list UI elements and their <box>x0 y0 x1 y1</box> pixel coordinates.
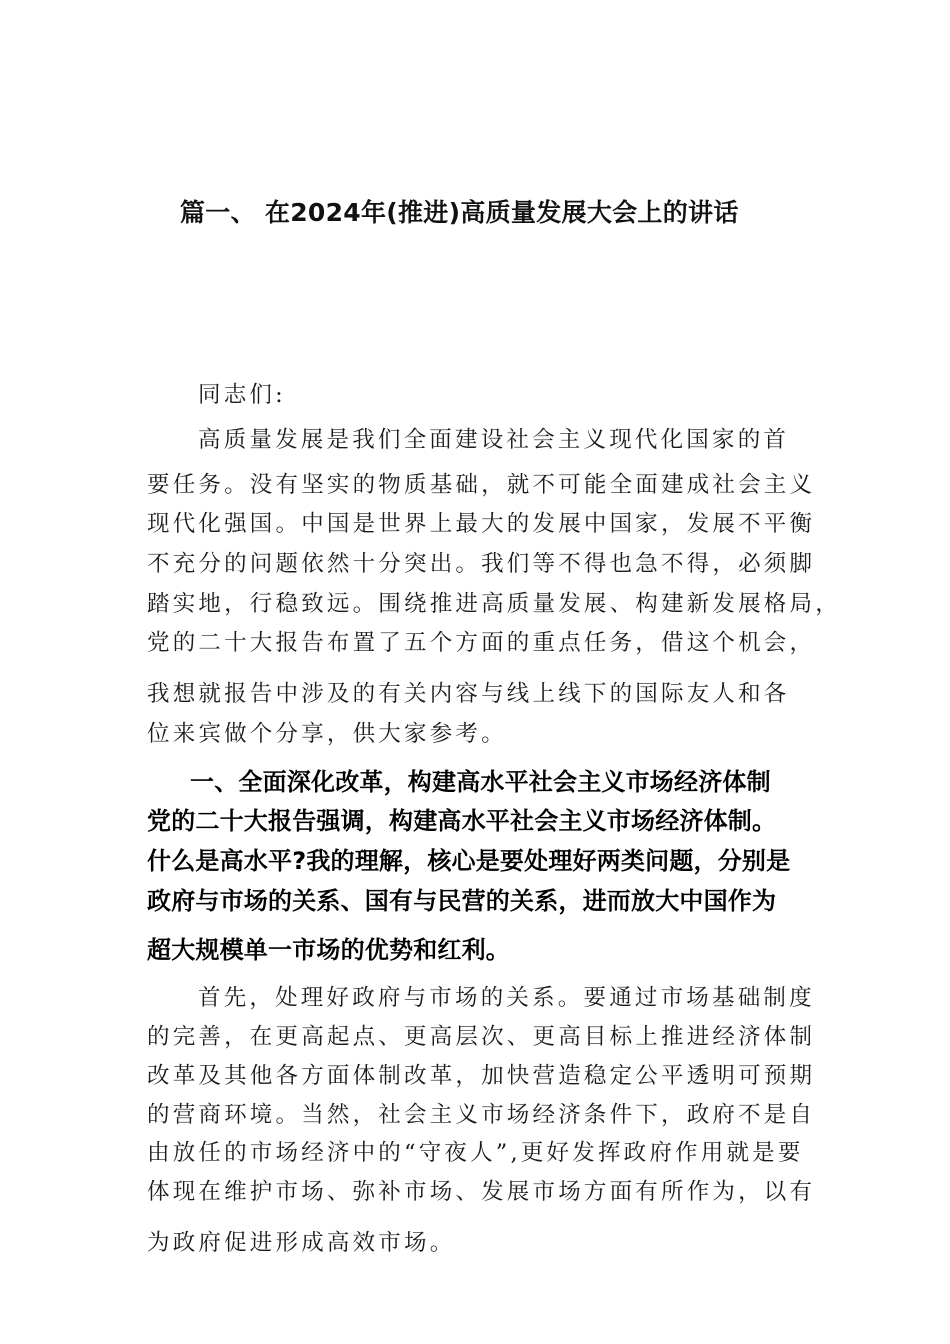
paragraph-line: 的营商环境。当然，社会主义市场经济条件下，政府不是自 <box>147 1102 816 1128</box>
section-line: 党的二十大报告强调，构建高水平社会主义市场经济体制。 <box>147 807 777 835</box>
section-line: 什么是高水平?我的理解，核心是要处理好两类问题，分别是 <box>147 847 791 875</box>
paragraph-line: 改革及其他各方面体制改革，加快营造稳定公平透明可预期 <box>147 1063 816 1089</box>
paragraph-line: 党的二十大报告布置了五个方面的重点任务，借这个机会， <box>147 630 816 656</box>
section-line: 超大规模单一市场的优势和红利。 <box>147 936 510 964</box>
paragraph-line: 位来宾做个分享，供大家参考。 <box>147 721 507 747</box>
paragraph-line: 现代化强国。中国是世界上最大的发展中国家，发展不平衡 <box>147 511 816 537</box>
section-line: 政府与市场的关系、国有与民营的关系，进而放大中国作为 <box>147 887 777 915</box>
paragraph-line: 要任务。没有坚实的物质基础，就不可能全面建成社会主义 <box>147 472 816 498</box>
salutation: 同志们: <box>198 382 286 408</box>
paragraph-line: 不充分的问题依然十分突出。我们等不得也急不得，必须脚 <box>147 551 816 577</box>
document-title: 篇一、 在2024年(推进)高质量发展大会上的讲话 <box>180 198 739 227</box>
paragraph-line: 高质量发展是我们全面建设社会主义现代化国家的首 <box>198 427 790 453</box>
paragraph-line: 由放任的市场经济中的“守夜人”,更好发挥政府作用就是要 <box>147 1140 804 1166</box>
paragraph-line: 的完善，在更高起点、更高层次、更高目标上推进经济体制 <box>147 1024 816 1050</box>
paragraph-line: 为政府促进形成高效市场。 <box>147 1230 456 1256</box>
section-heading: 一、全面深化改革，构建高水平社会主义市场经济体制 <box>190 768 771 796</box>
paragraph-line: 踏实地，行稳致远。围绕推进高质量发展、构建新发展格局， <box>147 591 841 617</box>
paragraph-line: 首先，处理好政府与市场的关系。要通过市场基础制度 <box>198 985 815 1011</box>
paragraph-line: 我想就报告中涉及的有关内容与线上线下的国际友人和各 <box>147 681 790 707</box>
paragraph-line: 体现在维护市场、弥补市场、发展市场方面有所作为，以有 <box>147 1179 816 1205</box>
